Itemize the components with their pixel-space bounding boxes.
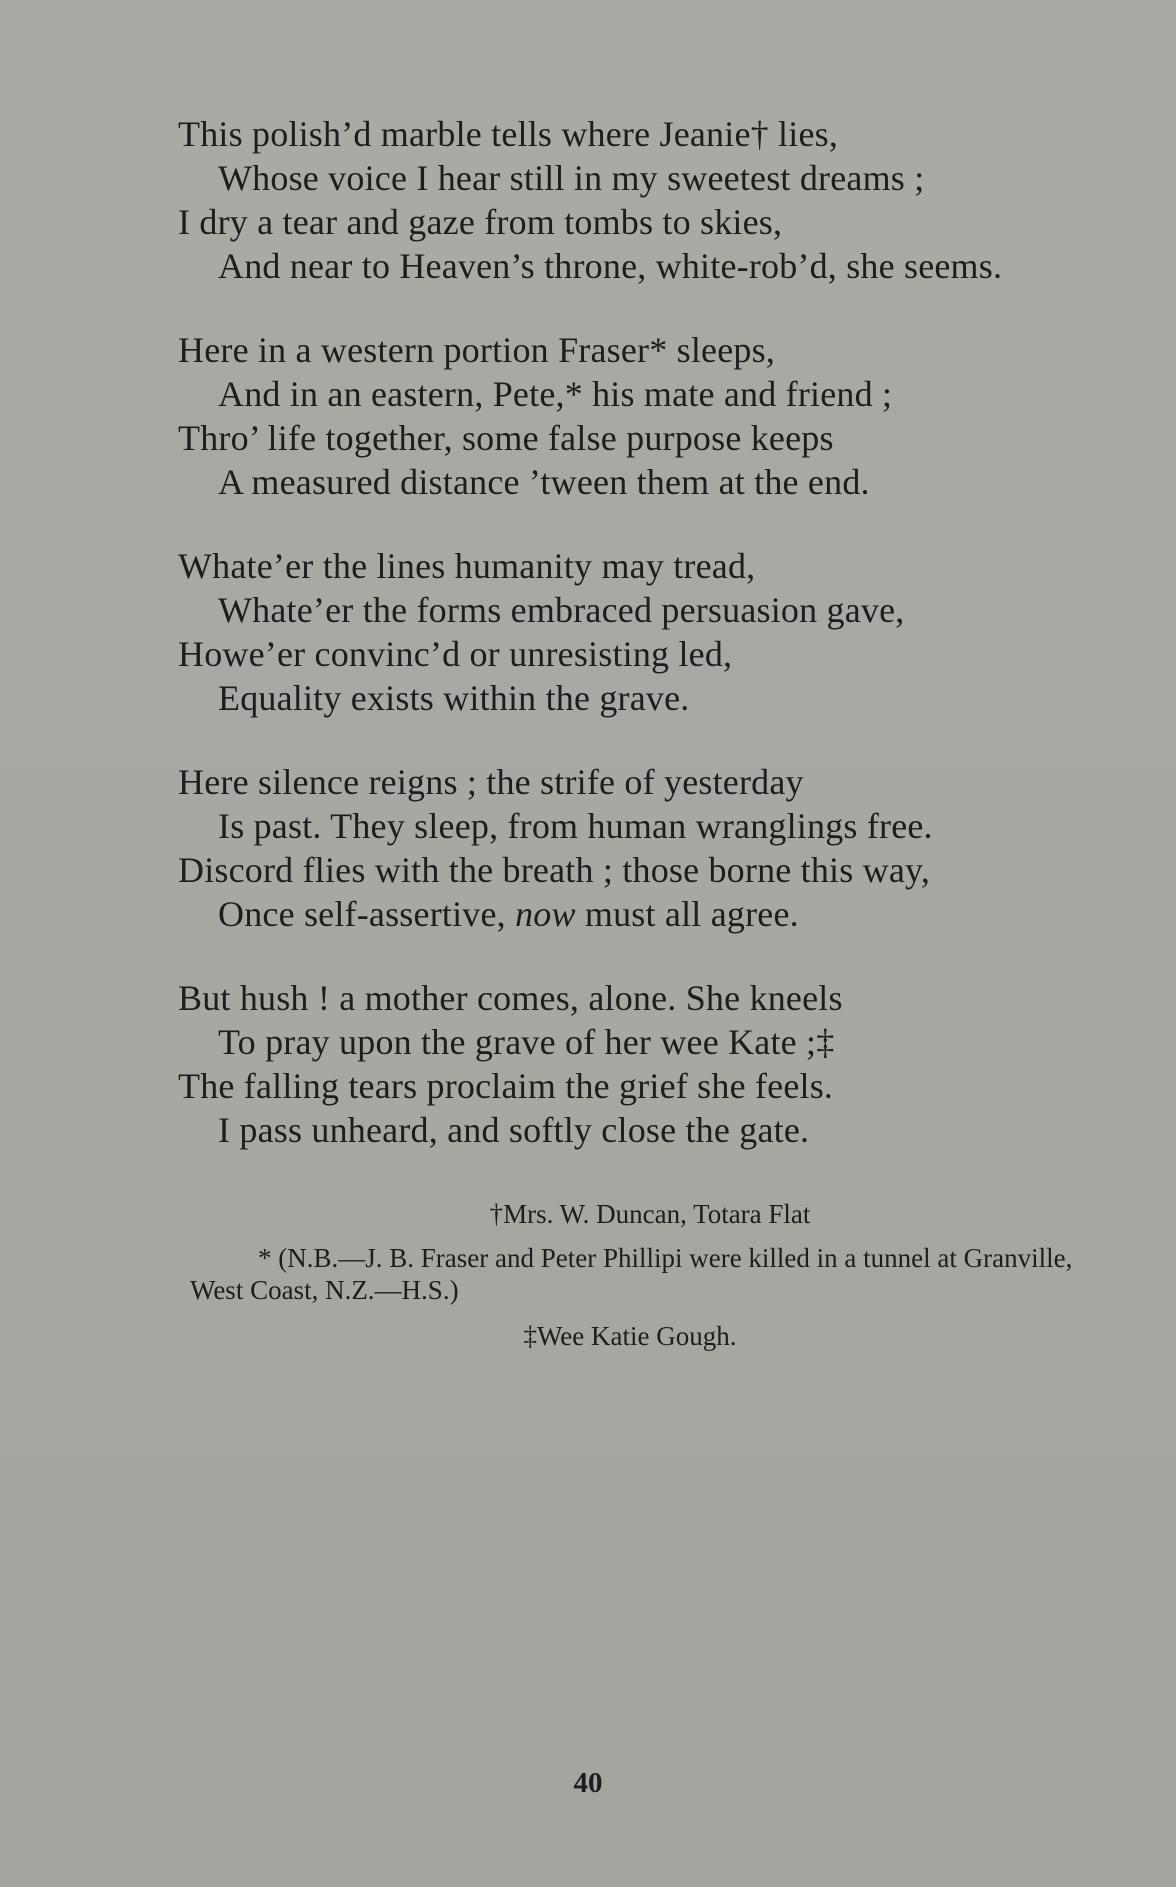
poem-line-part: Once self-assertive,	[218, 894, 516, 934]
stanza-3	[178, 544, 1138, 720]
poem-line-part: must all agree.	[575, 894, 799, 934]
poem-line: The falling tears proclaim the grief she feels.	[178, 1066, 834, 1106]
poem-line: And near to Heaven’s throne, white-rob’d, she seems.	[218, 246, 1003, 286]
italic-word: now	[515, 894, 576, 934]
poem-line: A measured distance ’tween them at the end.	[218, 462, 870, 502]
stanza-4	[178, 760, 1138, 936]
poem-line: But hush ! a mother comes, alone. She kneels	[178, 978, 843, 1018]
footnote-dagger: †Mrs. W. Duncan, Totara Flat	[489, 1199, 811, 1229]
poem-line: Equality exists within the grave.	[218, 678, 690, 718]
poem-line: I pass unheard, and softly close the gate.	[218, 1110, 810, 1150]
poem-line: Howe’er convinc’d or unresisting led,	[178, 634, 733, 674]
poem-line: To pray upon the grave of her wee Kate ;‡	[218, 1022, 835, 1062]
footnotes	[190, 1198, 1110, 1352]
poem-line-with-italic	[178, 892, 1138, 936]
poem-line: Here silence reigns ; the strife of yesterday	[178, 762, 804, 802]
poem-line: Whate’er the lines humanity may tread,	[178, 546, 756, 586]
footnote-asterisk: * (N.B.—J. B. Fraser and Peter Phillipi were killed in a tunnel at Granville, West Coast, N.Z.—H.S.)	[190, 1243, 1073, 1305]
poem-line: Discord flies with the breath ; those borne this way,	[178, 850, 931, 890]
stanza-2	[178, 328, 1138, 504]
poem-line: And in an eastern, Pete,* his mate and friend ;	[218, 374, 893, 414]
stanza-1	[178, 112, 1138, 288]
poem-line: Thro’ life together, some false purpose keeps	[178, 418, 834, 458]
poem-line: Is past. They sleep, from human wranglings free.	[218, 806, 933, 846]
poem-line: Whate’er the forms embraced persuasion gave,	[218, 590, 905, 630]
poem-line: Here in a western portion Fraser* sleeps,	[178, 330, 776, 370]
page-number: 40	[573, 1767, 603, 1799]
poem-line: Whose voice I hear still in my sweetest dreams ;	[218, 158, 925, 198]
footnote-double-dagger: ‡Wee Katie Gough.	[523, 1321, 737, 1351]
poem-line: This polish’d marble tells where Jeanie† lies,	[178, 114, 839, 154]
poem	[178, 112, 1138, 1192]
poem-line: I dry a tear and gaze from tombs to skies,	[178, 202, 783, 242]
stanza-5	[178, 976, 1138, 1152]
